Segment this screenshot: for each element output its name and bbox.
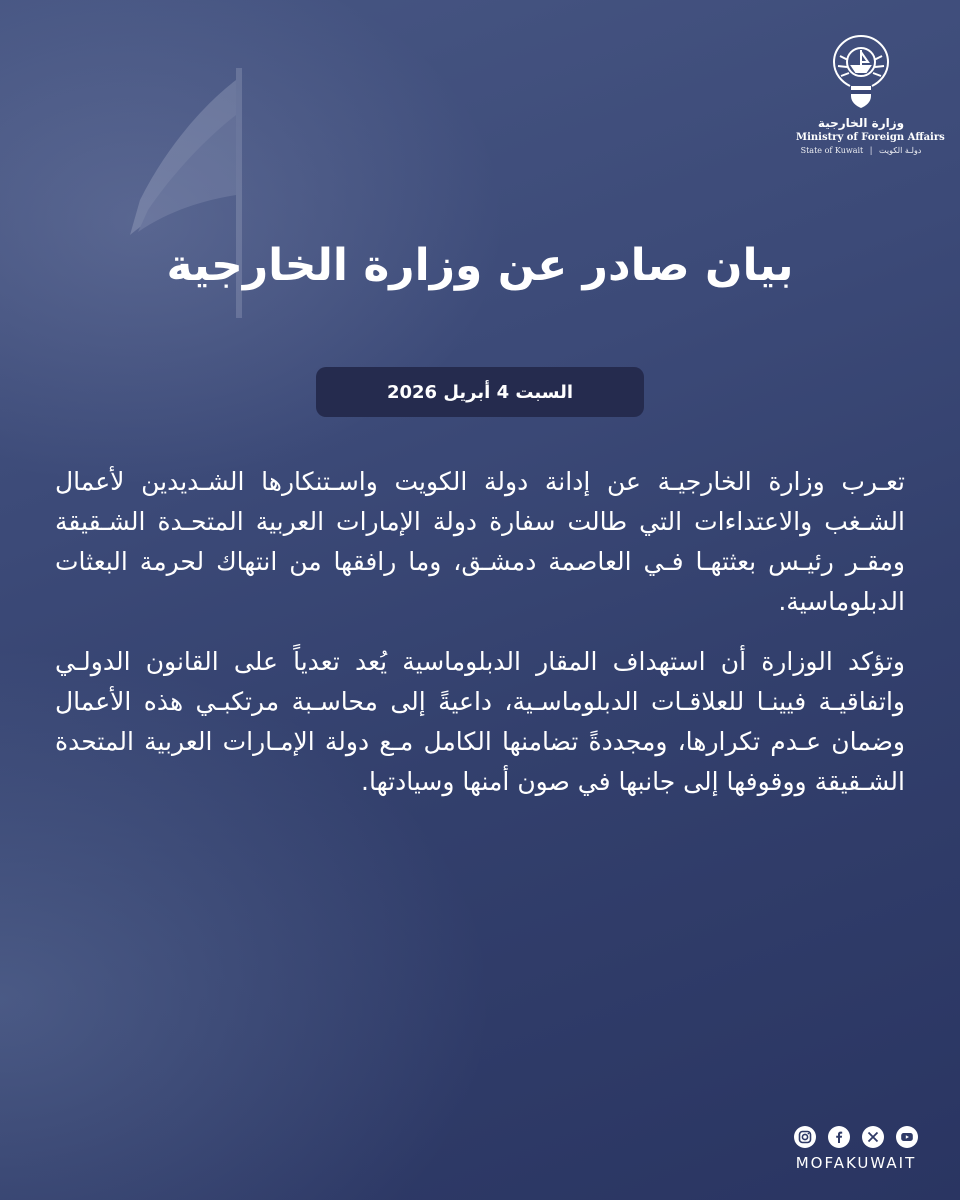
ministry-name-arabic: وزارة الخارجية: [817, 116, 905, 130]
state-name-english: State of Kuwait: [800, 146, 864, 155]
state-separator: |: [869, 146, 873, 155]
statement-title: بيان صادر عن وزارة الخارجية: [166, 240, 794, 291]
social-icons-row: [786, 1126, 926, 1148]
statement-paragraph-2: وتؤكد الوزارة أن استهداف المقار الدبلوماسية يُعد تعدياً على القانون الدولـي واتفاقيـة فيينـا للعلاقـات الدبلوماسـية، داعيةً إلى محاسـبة مرتكبـي هذه الأعمال وضمان عـدم تكرارها، ومجددةً تضامنها الكامل مـع دولة الإمـارات العربية المتحدة الشـقيقة ووقوفها إلى جانبها في صون أمنها وسيادتها.: [55, 647, 905, 796]
state-line: [796, 146, 926, 155]
state-name-arabic: دولـة الكويت: [879, 146, 922, 155]
kuwait-emblem-icon: [826, 30, 896, 110]
ministry-name-english: Ministry of Foreign Affairs: [796, 132, 945, 143]
youtube-icon[interactable]: [896, 1126, 918, 1148]
date-text: السبت 4 أبريل 2026: [386, 381, 574, 403]
ministry-logo: [796, 30, 945, 155]
social-handle: MOFAKUWAIT: [795, 1154, 917, 1172]
instagram-icon[interactable]: [794, 1126, 816, 1148]
social-links: [786, 1126, 926, 1172]
date-badge: [316, 367, 644, 417]
facebook-icon[interactable]: [828, 1126, 850, 1148]
statement-paragraph-1: تعـرب وزارة الخارجيـة عن إدانة دولة الكويت واسـتنكارها الشـديدين لأعمال الشـغب والاعتداءات التي طالت سفارة دولة الإمارات العربية المتحـدة الشـقيقة ومقـر رئيـس بعثتهـا فـي العاصمة دمشـق، وما رافقها من انتهاك لحرمة البعثات الدبلوماسية.: [55, 467, 905, 616]
x-icon[interactable]: [862, 1126, 884, 1148]
statement-body: [55, 462, 905, 822]
